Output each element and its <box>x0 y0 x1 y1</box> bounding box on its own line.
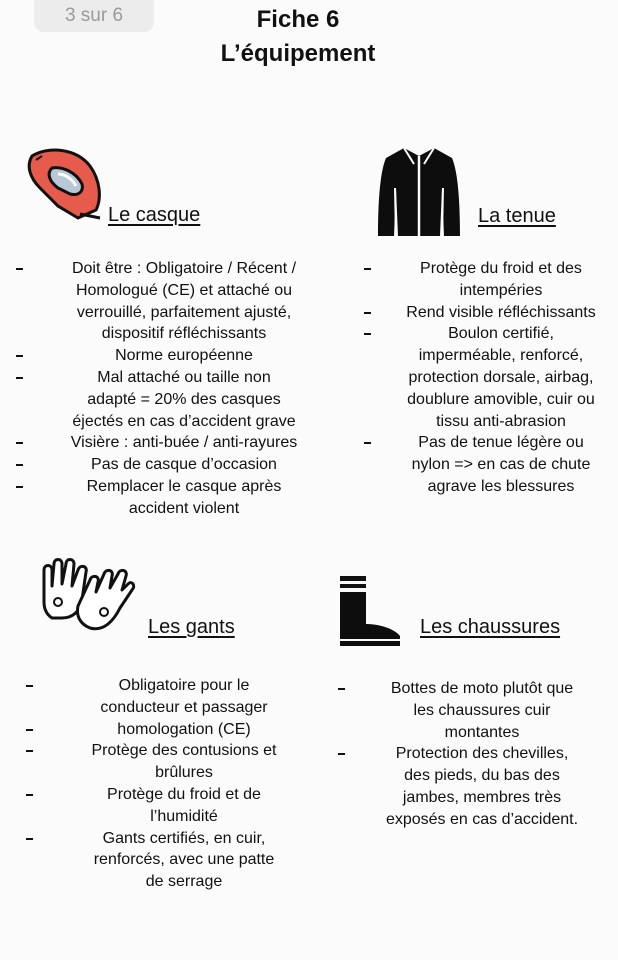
list-item: Bottes de moto plutôt que les chaussures cuir montantes <box>328 678 614 743</box>
list-item: Mal attaché ou taille non adapté = 20% des casques éjectés en cas d’accident grave <box>10 367 340 432</box>
section-title-gants: Les gants <box>148 616 235 638</box>
list-item: Obligatoire pour le conducteur et passager <box>20 675 330 719</box>
sheet-subtitle: L’équipement <box>220 40 376 67</box>
list-item: Gants certifiés, en cuir, renforcés, avec une patte de serrage <box>20 828 330 893</box>
list-item: Protection des chevilles, des pieds, du bas des jambes, membres très exposés en cas d’accident. <box>328 743 614 830</box>
list-item: homologation (CE) <box>20 719 330 741</box>
list-item: Rend visible réfléchissants <box>352 302 618 324</box>
section-title-chaussures: Les chaussures <box>420 616 561 638</box>
boot-icon <box>334 572 404 648</box>
list-item: Pas de casque d’occasion <box>10 454 340 476</box>
list-gants <box>20 675 330 893</box>
list-item: Pas de tenue légère ou nylon => en cas de chute agrave les blessures <box>352 432 618 497</box>
list-item: Doit être : Obligatoire / Récent / Homologué (CE) et attaché ou verrouillé, parfaitement ajusté, dispositif réfléchissants <box>10 258 340 345</box>
list-chaussures <box>328 678 614 831</box>
list-item: Remplacer le casque après accident violent <box>10 476 340 520</box>
list-casque <box>10 258 340 520</box>
jacket-icon <box>374 142 464 242</box>
list-item: Boulon certifié, imperméable, renforcé, protection dorsale, airbag, doublure amovible, cuir ou tissu anti-abrasion <box>352 323 618 432</box>
list-item: Protège du froid et des intempéries <box>352 258 618 302</box>
sheet-title: Fiche 6 <box>256 6 340 33</box>
list-item: Protège des contusions et brûlures <box>20 740 330 784</box>
helmet-icon <box>18 144 104 224</box>
list-item: Visière : anti-buée / anti-rayures <box>10 432 340 454</box>
page-indicator: 3 sur 6 <box>34 0 154 32</box>
section-title-tenue: La tenue <box>478 205 556 227</box>
gloves-icon <box>38 556 138 638</box>
list-item: Protège du froid et de l’humidité <box>20 784 330 828</box>
list-tenue <box>352 258 618 498</box>
list-item: Norme européenne <box>10 345 340 367</box>
section-title-casque: Le casque <box>108 204 201 226</box>
